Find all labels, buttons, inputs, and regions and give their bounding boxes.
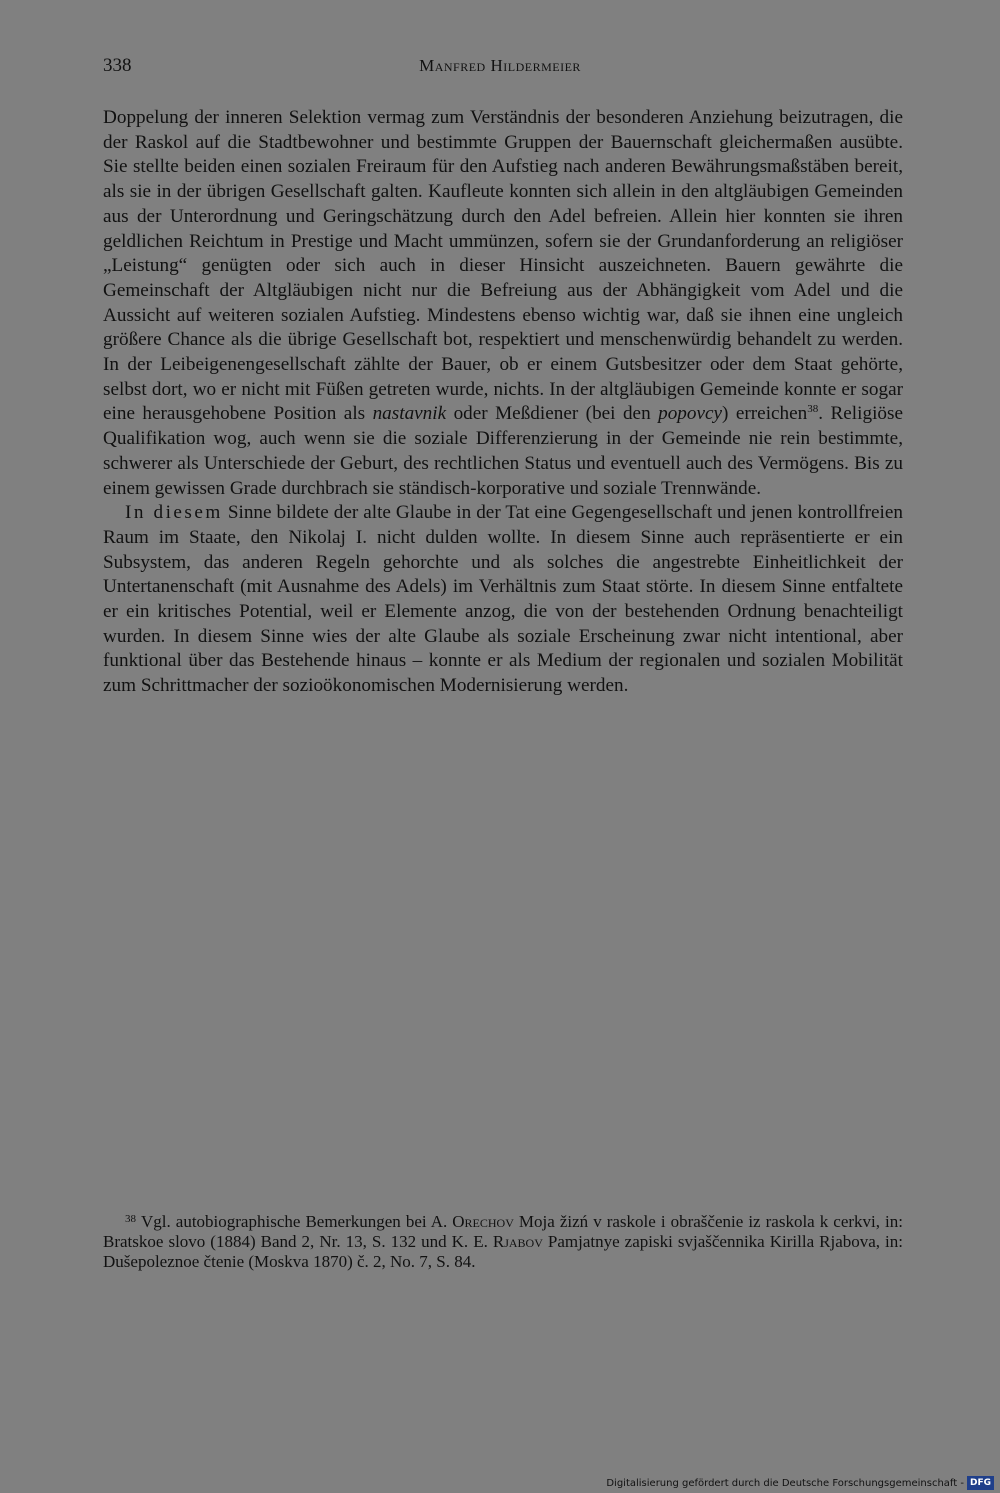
italic-term-popovcy: popovcy: [658, 403, 723, 425]
credit-text: Digitalisierung gefördert durch die Deutsche Forschungsgemeinschaft -: [606, 1477, 964, 1489]
footnote-reference[interactable]: 38: [807, 403, 819, 416]
page-number: 338: [103, 55, 132, 76]
footnote-text: Moja žizń v raskole i obraščenie iz raskola k cerkvi, in: Bratskoe slovo (1884) Band 2, Nr. 13, S. 132 und K. E.: [103, 1212, 903, 1251]
paragraph-1: [103, 106, 903, 501]
paragraph-2-text: Sinne bildete der alte Glaube in der Tat eine Gegengesellschaft und jenen kontrollfreien Raum im Staate, den Nikolaj I. nicht dulden wollte. In diesem Sinne auch repräsentierte er ein Subsystem, das anderen Regeln gehorchte und als solches die angestrebte Einheitlichkeit der Untertanenschaft (mit Ausnahme des Adels) im Verhältnis zum Staat störte. In diesem Sinne entfaltete er ein kritisches Potential, weil er Elemente anzog, die von der bestehenden Ordnung benachteiligt wurden. In diesem Sinne wies der alte Glaube als soziale Erscheinung zwar nicht intentional, aber funktional über das Bestehende hinaus – konnte er als Medium der regionalen und sozialen Mobilität zum Schrittmacher der sozioökonomischen Modernisierung werden.: [103, 502, 903, 697]
paragraph-2-lead: In diesem: [125, 502, 223, 524]
footnote-text: Pamjatnye zapiski svjaščennika Kirilla Rjabova, in: Dušepoleznoe čtenie (Moskva 1870) č. 2, No. 7, S. 84.: [103, 1232, 904, 1271]
footnote-author-rjabov: Rjabov: [492, 1232, 543, 1251]
digitization-credit: [606, 1476, 994, 1490]
paragraph-1-text: Doppelung der inneren Selektion vermag zum Verständnis der besonderen Anziehung beizutragen, die der Raskol auf die Stadtbewohner und bestimmte Gruppen der Bauernschaft gleichermaßen ausübte. Sie stellte beiden einen sozialen Freiraum für den Aufstieg nach anderen Bewährungsmaßstäben bereit, als sie in der übrigen Gesellschaft galten. Kaufleute konnten sich allein in den altgläubigen Gemeinden aus der Unterordnung und Geringschätzung durch den Adel befreien. Allein hier konnten sie ihren geldlichen Reichtum in Prestige und Macht ummünzen, sofern sie der Grundanforderung an religiöser „Leistung“ genügten oder sich auch in dieser Hinsicht auszeichneten. Bauern gewährte die Gemeinschaft der Altgläubigen nicht nur die Befreiung aus der Abhängigkeit vom Adel und die Aussicht auf weiteren sozialen Aufstieg. Mindestens ebenso wichtig war, daß sie ihnen eine ungleich größere Chance als die übrige Gesellschaft bot, respektiert und menschenwürdig behandelt zu werden. In der Leibeigenengesellschaft zählte der Bauer, ob er einem Gutsbesitzer oder dem Staat gehörte, selbst dort, wo er nicht mit Füßen getreten wurde, nichts. In der altgläubigen Gemeinde konnte er sogar eine herausgehobene Position als: [103, 107, 903, 425]
paragraph-2: [103, 501, 903, 699]
footnote-text: Vgl. autobiographische Bemerkungen bei A.: [141, 1212, 453, 1231]
running-head: Manfred Hildermeier: [419, 56, 581, 75]
paragraph-1-text: oder Meßdiener (bei den: [446, 403, 659, 425]
dfg-logo: DFG: [967, 1476, 994, 1490]
body-text: [103, 106, 903, 699]
italic-term-nastavnik: nastavnik: [372, 403, 447, 425]
footnote-author-orechov: Orechov: [452, 1212, 514, 1231]
footnote-38: 38 Vgl. autobiographische Bemerkungen bei A. Orechov Moja žizń v raskole i obraščenie iz raskola k cerkvi, in: Bratskoe slovo (1884) Band 2, Nr. 13, S. 132 und K. E. Rjabov Pamjatnye zapiski svjaščennika Kirilla Rjabova, in: Dušepoleznoe čtenie (Moskva 1870) č. 2, No. 7, S. 84.: [103, 1212, 904, 1271]
paragraph-1-text: . Religiöse Qualifikation wog, auch wenn sie die soziale Differenzierung in der Gemeinde nie rein bestimmte, schwerer als Unterschiede der Geburt, des rechtlichen Status und eventuell auch des Vermögens. Bis zu einem gewissen Grade durchbrach sie ständisch-korporative und soziale Trennwände.: [103, 403, 903, 499]
paragraph-1-text: ) erreichen: [722, 403, 808, 425]
